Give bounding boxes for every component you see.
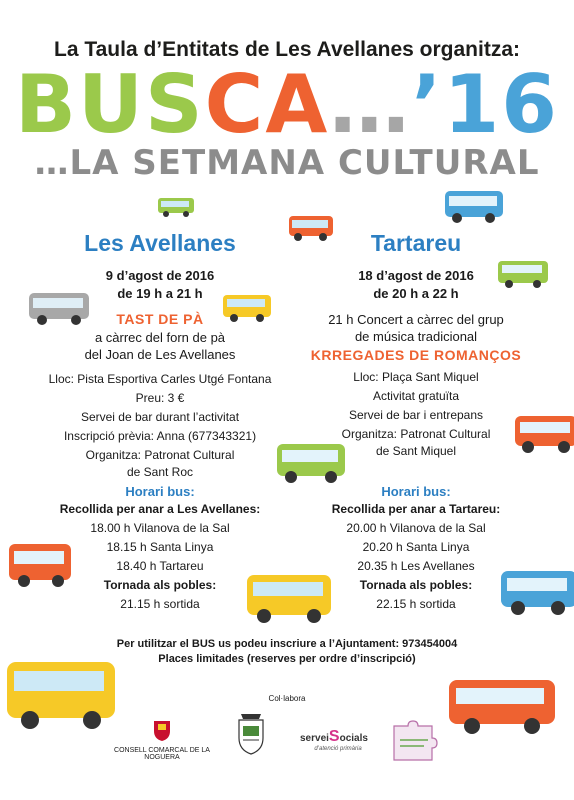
footer-line1: Per utilitzar el BUS us podeu inscriure a l’Ajuntament: 973454004 — [116, 638, 458, 650]
bus-icon-orange-large — [448, 674, 556, 738]
logo3-caption: d’atenció primària — [314, 746, 362, 752]
shield-icon — [104, 720, 220, 742]
left-stop-2: 18.15 h Santa Linya — [106, 540, 214, 554]
right-bus-title: Horari bus: — [381, 484, 451, 499]
logo3-part3: ocials — [339, 733, 368, 744]
header-text: La Taula d’Entitats de Les Avellanes organitza: — [54, 38, 520, 61]
footer-line2: Places limitades (reserves per ordre d’inscripció) — [158, 653, 416, 665]
title-part-year: ’16 — [411, 58, 559, 151]
logo-consell-caption: CONSELL COMARCAL DE LA NOGUERA — [114, 747, 210, 761]
title-part-bus: BUS — [15, 58, 205, 151]
left-return-time: 21.15 h sortida — [120, 597, 200, 611]
right-time: de 20 h a 22 h — [373, 286, 459, 301]
main-title — [0, 58, 574, 151]
left-signup: Inscripció prèvia: Anna (677343321) — [63, 429, 257, 443]
logo3-part2: S — [328, 728, 340, 745]
right-place: Lloc: Plaça Sant Miquel — [353, 370, 479, 384]
left-time: de 19 h a 21 h — [117, 286, 203, 301]
logo-consell — [104, 720, 220, 761]
right-free: Activitat gratuïta — [372, 389, 460, 403]
logo-serveis-socials — [300, 728, 376, 752]
right-stop-3: 20.35 h Les Avellanes — [357, 559, 475, 573]
left-org1: Organitza: Patronat Cultural — [85, 448, 235, 462]
left-event: TAST DE PÀ — [116, 311, 204, 327]
right-village: Tartareu — [370, 230, 462, 256]
right-desc2: de música tradicional — [354, 329, 478, 344]
left-bar: Servei de bar durant l’activitat — [80, 410, 240, 424]
right-bus-section — [296, 484, 536, 613]
right-stop-1: 20.00 h Vilanova de la Sal — [346, 521, 486, 535]
title-part-dots: … — [329, 58, 412, 151]
right-stop-2: 20.20 h Santa Linya — [362, 540, 470, 554]
right-pickup-title: Recollida per anar a Tartareu: — [331, 502, 501, 516]
right-org1: Organitza: Patronat Cultural — [341, 427, 491, 441]
left-bus-section — [40, 484, 280, 613]
left-org2: de Sant Roc — [126, 465, 194, 479]
puzzle-icon — [390, 720, 440, 764]
left-stop-3: 18.40 h Tartareu — [116, 559, 204, 573]
logo-puzzle — [390, 720, 440, 769]
left-return-title: Tornada als pobles: — [103, 578, 217, 592]
left-date: 9 d’agost de 2016 — [105, 268, 215, 283]
left-desc1: a càrrec del forn de pà — [94, 330, 226, 345]
left-price: Preu: 3 € — [135, 391, 185, 405]
right-bar: Servei de bar i entrepans — [348, 408, 484, 422]
coat-of-arms-icon — [233, 712, 269, 760]
left-place: Lloc: Pista Esportiva Carles Utgé Fontana — [48, 372, 272, 386]
right-org2: de Sant Miquel — [375, 444, 457, 458]
left-stop-1: 18.00 h Vilanova de la Sal — [90, 521, 230, 535]
logo3-part1: servei — [300, 733, 329, 744]
title-part-ca: CA — [204, 58, 330, 151]
left-desc2: del Joan de Les Avellanes — [84, 347, 236, 362]
right-date: 18 d’agost de 2016 — [358, 268, 474, 283]
left-pickup-title: Recollida per anar a Les Avellanes: — [59, 502, 261, 516]
collab-label: Col·labora — [268, 694, 306, 703]
right-column — [296, 230, 536, 460]
right-event: KRREGADES DE ROMANÇOS — [310, 347, 522, 363]
right-return-time: 22.15 h sortida — [376, 597, 456, 611]
left-column — [40, 230, 280, 481]
bus-icon-blue-top — [444, 188, 504, 224]
left-bus-title: Horari bus: — [125, 484, 195, 499]
right-return-title: Tornada als pobles: — [359, 578, 473, 592]
logo-ajuntament — [233, 712, 269, 765]
subtitle: …LA SETMANA CULTURAL — [34, 143, 540, 183]
left-village: Les Avellanes — [84, 230, 236, 256]
bus-icon-green-small — [157, 196, 195, 218]
right-desc1: 21 h Concert a càrrec del grup — [328, 312, 504, 327]
